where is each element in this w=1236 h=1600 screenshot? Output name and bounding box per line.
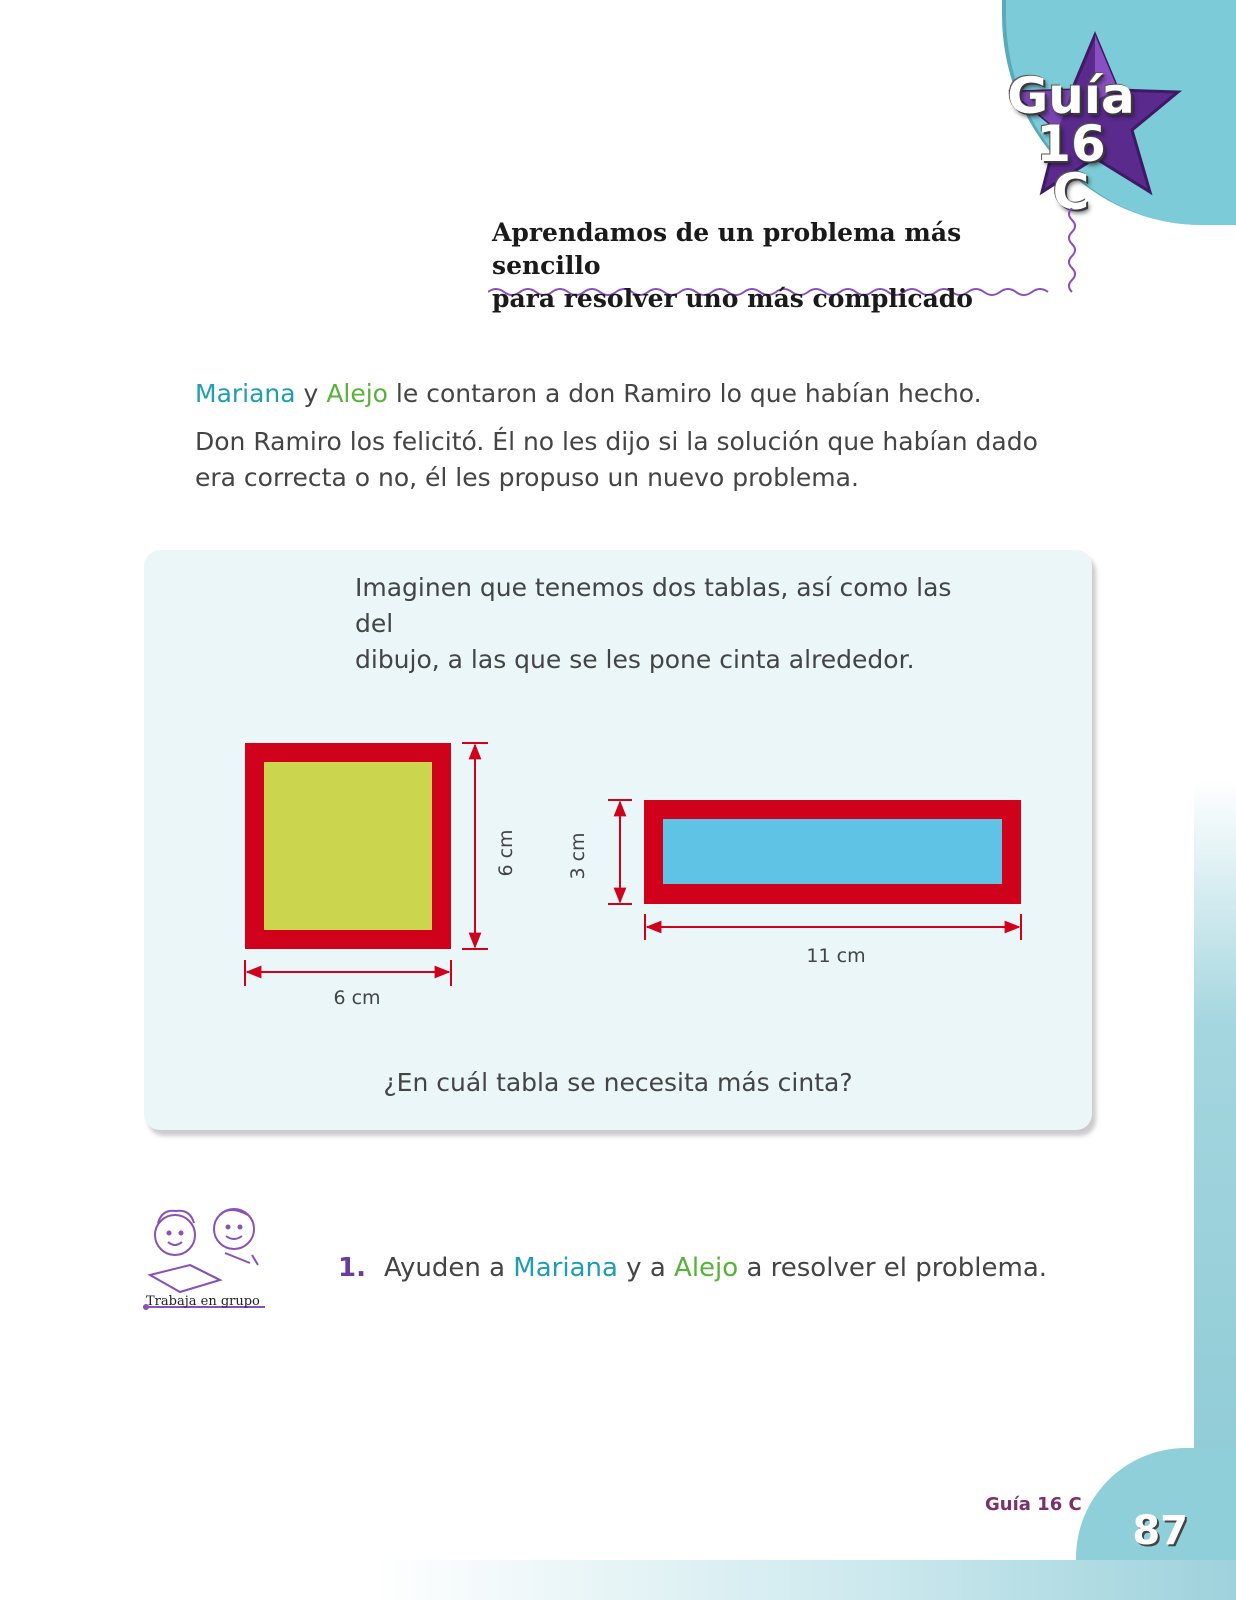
heading-line-2: para resolver uno más complicado	[492, 284, 973, 313]
task-text-b: y a	[617, 1253, 675, 1283]
group-work-label: Trabaja en grupo	[146, 1294, 260, 1309]
name-mariana: Mariana	[195, 379, 296, 408]
intro-connector: y	[295, 379, 327, 408]
intro-line-2: Don Ramiro los felicitó. Él no les dijo si la solución que habían dado	[195, 427, 1038, 456]
problem-line-2: dibujo, a las que se les pone cinta alrededor.	[355, 645, 915, 674]
intro-line-1-rest: le contaron a don Ramiro lo que habían hecho.	[387, 379, 982, 408]
guide-title-letter: C	[1052, 163, 1090, 221]
task-text-c: a resolver el problema.	[738, 1253, 1048, 1283]
rectangle-width-label: 11 cm	[806, 945, 866, 967]
guide-title-number: Guía 16	[1007, 67, 1135, 173]
square-height-label: 6 cm	[495, 829, 517, 877]
rectangle-board	[663, 819, 1002, 884]
square-width-label: 6 cm	[333, 987, 381, 1009]
problem-line-1: Imaginen que tenemos dos tablas, así como las del	[355, 573, 952, 638]
problem-question: ¿En cuál tabla se necesita más cinta?	[383, 1068, 853, 1097]
page-number: 87	[1132, 1508, 1188, 1554]
task-text-a: Ayuden a	[383, 1253, 514, 1283]
task-name-alejo: Alejo	[674, 1253, 739, 1283]
square-board	[264, 762, 432, 930]
intro-line-3: era correcta o no, él les propuso un nuevo problema.	[195, 463, 859, 492]
footer-guide-label: Guía 16 C	[985, 1494, 1082, 1515]
task-name-mariana: Mariana	[513, 1253, 618, 1283]
rectangle-height-label: 3 cm	[567, 832, 589, 880]
task-1	[338, 1253, 1098, 1283]
heading-line-1: Aprendamos de un problema más sencillo	[492, 218, 962, 280]
name-alejo: Alejo	[326, 379, 388, 408]
task-number: 1.	[338, 1253, 366, 1283]
